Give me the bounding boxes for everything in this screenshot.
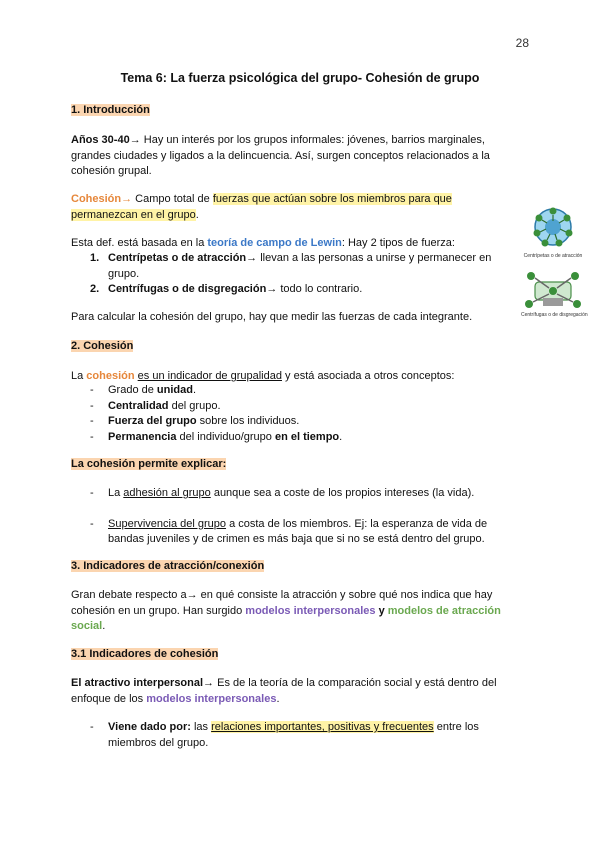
list-item: - Viene dado por: las relaciones importantes, positivas y frecuentes entre los miembros del grupo.: [90, 721, 479, 749]
section-2-heading: 2. Cohesión: [71, 340, 134, 352]
cohesion-definition: Cohesión→ Campo total de fuerzas que actúan sobre los miembros para que permanezcan en el grupo.: [71, 193, 452, 221]
list-item: - Permanencia del individuo/grupo en el tiempo.: [90, 430, 343, 443]
list-item: - La adhesión al grupo aunque sea a coste de los propios intereses (la vida).: [90, 487, 475, 499]
interpersonal-paragraph: El atractivo interpersonal→ Es de la teoría de la comparación social y está dentro del enfoque de los modelos interpersonales.: [71, 677, 497, 705]
section-1-heading: 1. Introducción: [71, 104, 150, 116]
given-by-list: [71, 720, 503, 751]
list-item: 2. Centrífugas o de disgregación→ todo lo contrario.: [90, 283, 363, 295]
section-3-heading: 3. Indicadores de atracción/conexión: [71, 560, 265, 572]
centrifugal-caption: Centrífugas o de disgregación: [521, 312, 588, 318]
measure-paragraph: Para calcular la cohesión del grupo, hay que medir las fuerzas de cada integrante.: [71, 311, 473, 323]
debate-paragraph: Gran debate respecto a→ en qué consiste la atracción y sobre qué nos indica que hay cohesión en un grupo. Han surgido modelos interpersonales y modelos de atracción social.: [71, 589, 501, 632]
section-3-1-heading: 3.1 Indicadores de cohesión: [71, 648, 219, 660]
cohesion-paragraph: La cohesión es un indicador de grupalidad y está asociada a otros conceptos:: [71, 370, 455, 382]
page-number: 28: [515, 36, 529, 50]
explains-list: [71, 486, 503, 548]
forces-list: [71, 251, 503, 298]
list-item: - Fuerza del grupo sobre los individuos.: [90, 415, 300, 427]
list-item: - Supervivencia del grupo a costa de los miembros. Ej: la esperanza de vida de bandas juveniles y de crimen es más baja que si no se está dentro del grupo.: [90, 517, 488, 545]
centripetal-caption: Centrípetas o de atracción: [523, 253, 583, 259]
centripetal-illustration: [521, 205, 585, 259]
intro-paragraph: Años 30-40→ Hay un interés por los grupos informales: jóvenes, barrios marginales, grandes ciudades y ligados a la delincuencia. Así, surgen conceptos relacionados a la cohesión grupal.: [71, 134, 490, 177]
lewin-theory-link: teoría de campo de Lewin: [207, 237, 342, 249]
explains-heading: La cohesión permite explicar:: [71, 458, 227, 470]
list-item: - Centralidad del grupo.: [90, 399, 221, 412]
dispersing-group-icon: [521, 268, 585, 312]
concepts-list: [71, 383, 503, 445]
lewin-paragraph: Esta def. está basada en la teoría de campo de Lewin: Hay 2 tipos de fuerza:: [71, 237, 455, 249]
list-item: 1. Centrípetas o de atracción→ llevan a las personas a unirse y permanecer en grupo.: [90, 252, 492, 280]
centrifugal-illustration: [521, 268, 588, 318]
list-item: - Grado de unidad.: [90, 384, 197, 396]
group-circle-icon: [521, 205, 585, 253]
page-title: Tema 6: La fuerza psicológica del grupo- Cohesión de grupo: [120, 71, 480, 85]
